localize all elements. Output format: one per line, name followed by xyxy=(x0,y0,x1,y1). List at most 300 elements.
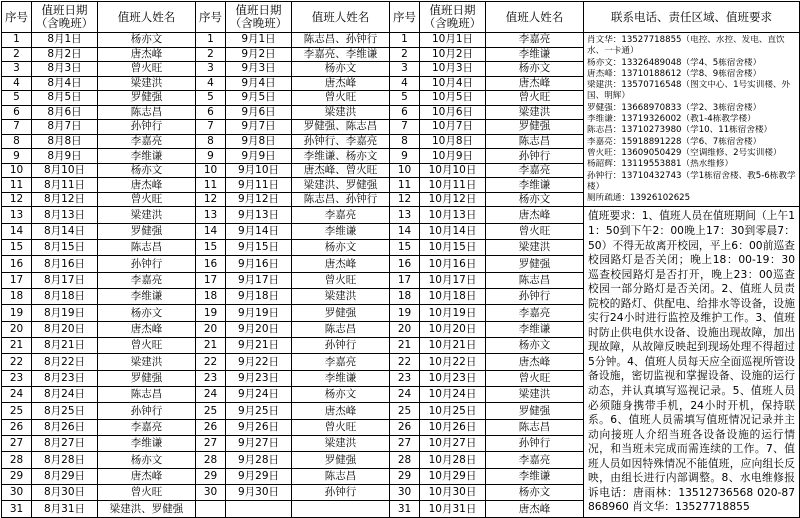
cell-date-aug: 8月12日 xyxy=(32,192,98,207)
cell-name-aug: 曾火旺 xyxy=(98,338,196,354)
cell-name-sep: 孙钟行 xyxy=(292,485,390,501)
cell-seq-oct: 21 xyxy=(390,338,420,354)
cell-name-aug: 李嘉亮 xyxy=(98,419,196,435)
cell-name-sep: 罗健强 xyxy=(292,305,390,321)
cell-date-aug: 8月5日 xyxy=(32,91,98,106)
cell-name-sep xyxy=(292,501,390,518)
cell-date-aug: 8月28日 xyxy=(32,452,98,468)
cell-name-sep: 唐杰峰 xyxy=(292,76,390,91)
cell-date-aug: 8月15日 xyxy=(32,240,98,256)
cell-name-sep: 梁建洪 xyxy=(292,289,390,305)
cell-seq-aug: 24 xyxy=(2,387,32,403)
cell-seq-sep: 11 xyxy=(196,178,226,193)
cell-name-oct: 梁建洪 xyxy=(486,105,584,120)
cell-name-sep: 李嘉亮、李维谦 xyxy=(292,47,390,62)
cell-date-sep: 9月13日 xyxy=(226,207,292,223)
cell-name-oct: 梁建洪 xyxy=(486,387,584,403)
cell-seq-oct: 16 xyxy=(390,256,420,272)
cell-date-aug: 8月7日 xyxy=(32,120,98,135)
cell-name-oct: 孙钟行 xyxy=(486,436,584,452)
header-seq-sep: 序号 xyxy=(196,2,226,33)
cell-date-aug: 8月6日 xyxy=(32,105,98,120)
cell-seq-oct: 26 xyxy=(390,419,420,435)
cell-seq-sep: 1 xyxy=(196,33,226,48)
cell-name-oct: 孙钟行 xyxy=(486,149,584,164)
cell-date-sep: 9月16日 xyxy=(226,256,292,272)
cell-name-sep: 罗健强、陈志昌 xyxy=(292,120,390,135)
cell-date-sep: 9月8日 xyxy=(226,134,292,149)
cell-seq-oct: 15 xyxy=(390,240,420,256)
cell-seq-aug: 17 xyxy=(2,272,32,288)
cell-seq-oct: 29 xyxy=(390,468,420,484)
cell-date-sep: 9月12日 xyxy=(226,192,292,207)
cell-date-oct: 10月2日 xyxy=(420,47,486,62)
cell-date-aug: 8月13日 xyxy=(32,207,98,223)
cell-seq-oct: 18 xyxy=(390,289,420,305)
cell-name-aug: 李嘉亮 xyxy=(98,134,196,149)
cell-date-aug: 8月21日 xyxy=(32,338,98,354)
cell-date-oct: 10月22日 xyxy=(420,354,486,370)
cell-seq-oct: 27 xyxy=(390,436,420,452)
cell-seq-aug: 14 xyxy=(2,223,32,239)
cell-name-aug: 杨亦文 xyxy=(98,163,196,178)
cell-name-sep: 陈志昌 xyxy=(292,321,390,337)
cell-date-oct: 10月6日 xyxy=(420,105,486,120)
cell-name-sep: 唐杰峰 xyxy=(292,403,390,419)
cell-seq-aug: 11 xyxy=(2,178,32,193)
cell-date-sep xyxy=(226,501,292,518)
cell-date-oct: 10月27日 xyxy=(420,436,486,452)
cell-date-sep: 9月5日 xyxy=(226,91,292,106)
cell-name-sep: 李嘉亮 xyxy=(292,207,390,223)
cell-date-aug: 8月8日 xyxy=(32,134,98,149)
cell-seq-oct: 9 xyxy=(390,149,420,164)
cell-seq-sep: 15 xyxy=(196,240,226,256)
cell-date-aug: 8月3日 xyxy=(32,62,98,77)
cell-seq-sep: 21 xyxy=(196,338,226,354)
cell-name-sep: 梁建洪 xyxy=(292,436,390,452)
header-date-sep: 值班日期 （含晚班） xyxy=(226,2,292,33)
cell-date-aug: 8月31日 xyxy=(32,501,98,518)
cell-seq-oct: 6 xyxy=(390,105,420,120)
cell-date-sep: 9月26日 xyxy=(226,419,292,435)
cell-name-oct: 李嘉亮 xyxy=(486,452,584,468)
cell-name-aug: 孙钟行 xyxy=(98,120,196,135)
cell-date-aug: 8月22日 xyxy=(32,354,98,370)
cell-seq-oct: 11 xyxy=(390,178,420,193)
contact-line: 杨亦文：13326489048（学4、5栋宿舍楼） xyxy=(587,57,762,68)
cell-date-oct: 10月11日 xyxy=(420,178,486,193)
cell-seq-aug: 19 xyxy=(2,305,32,321)
cell-date-oct: 10月30日 xyxy=(420,485,486,501)
cell-seq-sep: 3 xyxy=(196,62,226,77)
cell-name-aug: 李嘉亮 xyxy=(98,272,196,288)
cell-seq-oct: 23 xyxy=(390,370,420,386)
cell-date-oct: 10月24日 xyxy=(420,387,486,403)
contact-line: 唐杰峰：13710188612（学8、9栋宿舍楼） xyxy=(587,68,762,79)
cell-date-aug: 8月27日 xyxy=(32,436,98,452)
cell-seq-sep: 5 xyxy=(196,91,226,106)
cell-name-aug: 陈志昌 xyxy=(98,387,196,403)
cell-seq-aug: 7 xyxy=(2,120,32,135)
cell-name-oct: 杨亦文 xyxy=(486,62,584,77)
cell-seq-sep: 23 xyxy=(196,370,226,386)
cell-date-aug: 8月23日 xyxy=(32,370,98,386)
cell-date-oct: 10月23日 xyxy=(420,370,486,386)
cell-date-oct: 10月16日 xyxy=(420,256,486,272)
contact-line: 肖文华：13527718855（电控、水控、发电、直饮水、一卡通） xyxy=(587,35,785,57)
cell-name-sep: 杨亦文 xyxy=(292,240,390,256)
contact-line: 罗健强：13668970833（学2、3栋宿舍楼） xyxy=(587,102,762,113)
cell-name-aug: 杨亦文 xyxy=(98,33,196,48)
cell-date-oct: 10月1日 xyxy=(420,33,486,48)
cell-date-aug: 8月19日 xyxy=(32,305,98,321)
cell-seq-aug: 27 xyxy=(2,436,32,452)
contact-list xyxy=(584,33,800,207)
cell-date-aug: 8月29日 xyxy=(32,468,98,484)
cell-name-aug: 李维谦 xyxy=(98,436,196,452)
cell-name-aug: 梁建洪 xyxy=(98,76,196,91)
cell-date-oct: 10月31日 xyxy=(420,501,486,518)
contact-line: 厕所疏通：13926102625 xyxy=(587,193,691,204)
cell-seq-oct: 3 xyxy=(390,62,420,77)
cell-seq-aug: 16 xyxy=(2,256,32,272)
cell-date-aug: 8月4日 xyxy=(32,76,98,91)
cell-date-aug: 8月18日 xyxy=(32,289,98,305)
cell-date-oct: 10月17日 xyxy=(420,272,486,288)
cell-date-oct: 10月29日 xyxy=(420,468,486,484)
cell-date-aug: 8月11日 xyxy=(32,178,98,193)
cell-date-sep: 9月3日 xyxy=(226,62,292,77)
cell-date-sep: 9月1日 xyxy=(226,33,292,48)
cell-name-aug: 曾火旺 xyxy=(98,485,196,501)
cell-seq-aug: 10 xyxy=(2,163,32,178)
cell-date-sep: 9月25日 xyxy=(226,403,292,419)
cell-name-sep: 梁建洪、罗健强 xyxy=(292,178,390,193)
cell-name-oct: 唐杰峰 xyxy=(486,501,584,518)
cell-date-sep: 9月15日 xyxy=(226,240,292,256)
header-date-oct: 值班日期 （含晚班） xyxy=(420,2,486,33)
cell-name-aug: 唐杰峰 xyxy=(98,178,196,193)
cell-name-sep: 曾火旺 xyxy=(292,91,390,106)
cell-date-sep: 9月6日 xyxy=(226,105,292,120)
cell-date-sep: 9月4日 xyxy=(226,76,292,91)
cell-seq-aug: 29 xyxy=(2,468,32,484)
cell-name-sep: 李维谦、杨亦文 xyxy=(292,149,390,164)
cell-date-oct: 10月14日 xyxy=(420,223,486,239)
cell-seq-aug: 30 xyxy=(2,485,32,501)
cell-name-oct: 曾火旺 xyxy=(486,223,584,239)
cell-seq-sep: 12 xyxy=(196,192,226,207)
cell-seq-oct: 20 xyxy=(390,321,420,337)
cell-name-oct: 李嘉亮 xyxy=(486,305,584,321)
cell-seq-sep: 16 xyxy=(196,256,226,272)
cell-seq-aug: 21 xyxy=(2,338,32,354)
cell-name-oct: 曾火旺 xyxy=(486,370,584,386)
cell-seq-aug: 8 xyxy=(2,134,32,149)
cell-name-aug: 唐杰峰 xyxy=(98,321,196,337)
header-name-aug: 值班人姓名 xyxy=(98,2,196,33)
cell-name-aug: 陈志昌 xyxy=(98,105,196,120)
cell-name-aug: 梁建洪 xyxy=(98,354,196,370)
cell-date-sep: 9月23日 xyxy=(226,370,292,386)
cell-name-aug: 孙钟行 xyxy=(98,403,196,419)
cell-name-oct: 曾火旺 xyxy=(486,91,584,106)
cell-name-oct: 梁建洪 xyxy=(486,240,584,256)
cell-date-aug: 8月17日 xyxy=(32,272,98,288)
cell-seq-sep: 24 xyxy=(196,387,226,403)
cell-date-oct: 10月8日 xyxy=(420,134,486,149)
cell-name-oct: 唐杰峰 xyxy=(486,76,584,91)
cell-date-oct: 10月26日 xyxy=(420,419,486,435)
cell-seq-aug: 9 xyxy=(2,149,32,164)
cell-date-aug: 8月16日 xyxy=(32,256,98,272)
cell-seq-aug: 6 xyxy=(2,105,32,120)
cell-date-aug: 8月14日 xyxy=(32,223,98,239)
cell-name-aug: 梁建洪 xyxy=(98,207,196,223)
cell-name-sep: 陈志昌 xyxy=(292,468,390,484)
cell-seq-sep: 18 xyxy=(196,289,226,305)
cell-date-oct: 10月25日 xyxy=(420,403,486,419)
cell-name-oct: 唐杰峰 xyxy=(486,207,584,223)
contact-line: 李维谦：13719326002（教1-4栋教学楼） xyxy=(587,114,756,125)
header-seq-aug: 序号 xyxy=(2,2,32,33)
cell-seq-oct: 30 xyxy=(390,485,420,501)
cell-date-sep: 9月17日 xyxy=(226,272,292,288)
cell-name-aug: 曾火旺 xyxy=(98,62,196,77)
cell-name-oct: 杨亦文 xyxy=(486,338,584,354)
cell-date-oct: 10月10日 xyxy=(420,163,486,178)
cell-date-sep: 9月27日 xyxy=(226,436,292,452)
cell-date-oct: 10月20日 xyxy=(420,321,486,337)
table-row xyxy=(2,33,800,48)
cell-date-sep: 9月7日 xyxy=(226,120,292,135)
cell-date-aug: 8月1日 xyxy=(32,33,98,48)
cell-seq-oct: 31 xyxy=(390,501,420,518)
cell-seq-sep: 28 xyxy=(196,452,226,468)
cell-name-sep: 李维谦 xyxy=(292,223,390,239)
cell-date-aug: 8月20日 xyxy=(32,321,98,337)
cell-seq-sep: 7 xyxy=(196,120,226,135)
cell-seq-aug: 31 xyxy=(2,501,32,518)
cell-seq-sep: 22 xyxy=(196,354,226,370)
cell-name-aug: 杨亦文 xyxy=(98,452,196,468)
contact-line: 陈志昌：13710273980（学10、11栋宿舍楼） xyxy=(587,125,773,136)
cell-name-oct: 罗健强 xyxy=(486,403,584,419)
cell-name-aug: 罗健强 xyxy=(98,91,196,106)
cell-date-oct: 10月21日 xyxy=(420,338,486,354)
cell-name-oct: 杨亦文 xyxy=(486,485,584,501)
cell-date-sep: 9月9日 xyxy=(226,149,292,164)
cell-name-sep: 杨亦文 xyxy=(292,387,390,403)
cell-seq-aug: 20 xyxy=(2,321,32,337)
cell-date-oct: 10月15日 xyxy=(420,240,486,256)
cell-name-sep: 罗健强 xyxy=(292,452,390,468)
cell-seq-oct: 4 xyxy=(390,76,420,91)
cell-name-aug: 李维谦 xyxy=(98,289,196,305)
cell-date-sep: 9月30日 xyxy=(226,485,292,501)
cell-seq-aug: 5 xyxy=(2,91,32,106)
cell-name-oct: 陈志昌 xyxy=(486,134,584,149)
header-date-aug: 值班日期 （含晚班） xyxy=(32,2,98,33)
cell-seq-sep xyxy=(196,501,226,518)
cell-seq-aug: 26 xyxy=(2,419,32,435)
cell-name-aug: 梁建洪、罗健强 xyxy=(98,501,196,518)
cell-date-sep: 9月11日 xyxy=(226,178,292,193)
cell-seq-sep: 30 xyxy=(196,485,226,501)
cell-seq-oct: 25 xyxy=(390,403,420,419)
cell-date-sep: 9月14日 xyxy=(226,223,292,239)
duty-requirements-text: 值班要求：1、值班人员在值班期间（上午11：50到下午2：00晚上17：30到零晨7：50）不得无故离开校园，平上6：00前巡查校园路灯是否关闭；晚上18：00-19：30巡查校园路灯是否打开，晚上23：00巡查校园一部分路灯是否关闭。2、值班人员责院校的路灯、供配电、给排水等设备，设施实行24小时进行监控及维护工作。3、值班时防止供电供水设备、设施出现故障，加出现故障，从故障反映起到现场处理不得超过5分钟。4、值班人员每天应全面巡视所管设备设施，密切监视和掌握设备、设施的运行动态，并认真填写巡视记录。5、值班人员必须随身携带手机，24小时开机，保持联系。6、值班人员需填写值班情况记录并主动向接班人介绍当班各设备设施的运行情况，和当班未完成而需连续的工作。7、值班人员如因特殊情况不能值班，应向组长反映，由组长进行内部调整。8、水电维修报诉电话：唐雨林：13512736568 020-87868960 肖文华：13527718855 xyxy=(588,209,795,514)
cell-name-aug: 唐杰峰 xyxy=(98,468,196,484)
cell-name-oct: 李维谦 xyxy=(486,468,584,484)
cell-seq-oct: 28 xyxy=(390,452,420,468)
cell-seq-aug: 28 xyxy=(2,452,32,468)
cell-name-oct: 李维谦 xyxy=(486,321,584,337)
cell-seq-oct: 1 xyxy=(390,33,420,48)
cell-name-aug: 陈志昌 xyxy=(98,240,196,256)
cell-date-oct: 10月4日 xyxy=(420,76,486,91)
cell-seq-sep: 25 xyxy=(196,403,226,419)
cell-seq-aug: 4 xyxy=(2,76,32,91)
cell-date-aug: 8月30日 xyxy=(32,485,98,501)
cell-seq-oct: 10 xyxy=(390,163,420,178)
cell-date-oct: 10月9日 xyxy=(420,149,486,164)
cell-seq-sep: 20 xyxy=(196,321,226,337)
cell-name-sep: 梁建洪 xyxy=(292,105,390,120)
cell-date-aug: 8月25日 xyxy=(32,403,98,419)
cell-name-sep: 唐杰峰 xyxy=(292,256,390,272)
cell-name-aug: 孙钟行 xyxy=(98,256,196,272)
cell-name-oct: 唐杰峰 xyxy=(486,354,584,370)
cell-seq-sep: 14 xyxy=(196,223,226,239)
cell-name-sep: 陈志昌、孙钟行 xyxy=(292,192,390,207)
cell-name-sep: 杨亦文 xyxy=(292,62,390,77)
cell-name-sep: 曾火旺 xyxy=(292,272,390,288)
cell-seq-aug: 12 xyxy=(2,192,32,207)
contact-line: 李嘉亮：15918891228（学6、7栋宿舍楼） xyxy=(587,136,762,147)
cell-date-oct: 10月5日 xyxy=(420,91,486,106)
cell-date-sep: 9月22日 xyxy=(226,354,292,370)
cell-date-oct: 10月18日 xyxy=(420,289,486,305)
cell-seq-sep: 17 xyxy=(196,272,226,288)
cell-date-sep: 9月29日 xyxy=(226,468,292,484)
cell-name-sep: 李维谦 xyxy=(292,370,390,386)
cell-date-sep: 9月2日 xyxy=(226,47,292,62)
cell-seq-oct: 14 xyxy=(390,223,420,239)
cell-date-oct: 10月28日 xyxy=(420,452,486,468)
cell-seq-sep: 19 xyxy=(196,305,226,321)
cell-date-sep: 9月21日 xyxy=(226,338,292,354)
cell-date-oct: 10月13日 xyxy=(420,207,486,223)
cell-date-aug: 8月2日 xyxy=(32,47,98,62)
cell-date-sep: 9月19日 xyxy=(226,305,292,321)
contact-line: 杨韶辉：13119553881（热水维修） xyxy=(587,159,734,170)
cell-seq-oct: 2 xyxy=(390,47,420,62)
contact-line: 曾火旺：13609050429（空调维修、2号实训楼） xyxy=(587,147,782,158)
cell-seq-aug: 2 xyxy=(2,47,32,62)
cell-date-sep: 9月20日 xyxy=(226,321,292,337)
cell-date-aug: 8月10日 xyxy=(32,163,98,178)
table-row xyxy=(2,207,800,223)
cell-seq-oct: 7 xyxy=(390,120,420,135)
cell-seq-aug: 25 xyxy=(2,403,32,419)
cell-seq-oct: 22 xyxy=(390,354,420,370)
cell-seq-oct: 24 xyxy=(390,387,420,403)
contact-line: 梁建洪：13570716548（图文中心、1号实训楼、外国、明辉） xyxy=(587,80,791,102)
cell-date-sep: 9月24日 xyxy=(226,387,292,403)
cell-name-sep: 孙钟行 xyxy=(292,338,390,354)
cell-name-aug: 罗健强 xyxy=(98,223,196,239)
cell-name-oct: 陈志昌 xyxy=(486,419,584,435)
cell-name-oct: 李嘉亮 xyxy=(486,33,584,48)
cell-seq-sep: 13 xyxy=(196,207,226,223)
header-name-sep: 值班人姓名 xyxy=(292,2,390,33)
cell-seq-sep: 8 xyxy=(196,134,226,149)
cell-seq-aug: 1 xyxy=(2,33,32,48)
cell-name-oct: 罗健强 xyxy=(486,120,584,135)
cell-seq-aug: 23 xyxy=(2,370,32,386)
cell-date-sep: 9月28日 xyxy=(226,452,292,468)
cell-name-aug: 杨亦文 xyxy=(98,305,196,321)
cell-name-aug: 罗健强 xyxy=(98,370,196,386)
cell-date-aug: 8月24日 xyxy=(32,387,98,403)
cell-seq-sep: 26 xyxy=(196,419,226,435)
cell-seq-oct: 5 xyxy=(390,91,420,106)
cell-name-aug: 李维谦 xyxy=(98,149,196,164)
cell-name-oct: 李嘉亮 xyxy=(486,163,584,178)
cell-seq-oct: 17 xyxy=(390,272,420,288)
cell-seq-sep: 4 xyxy=(196,76,226,91)
cell-name-sep: 陈志昌、孙钟行 xyxy=(292,33,390,48)
contact-line: 孙钟行：13710432743（学1栋宿舍楼、教5-6栋教学楼） xyxy=(587,170,796,192)
cell-name-oct: 孙钟行 xyxy=(486,289,584,305)
cell-seq-oct: 19 xyxy=(390,305,420,321)
cell-seq-aug: 3 xyxy=(2,62,32,77)
cell-seq-sep: 2 xyxy=(196,47,226,62)
header-info: 联系电话、责任区域、值班要求 xyxy=(584,2,800,33)
duty-roster-table xyxy=(1,1,800,518)
cell-seq-aug: 13 xyxy=(2,207,32,223)
cell-seq-sep: 10 xyxy=(196,163,226,178)
cell-name-oct: 罗健强 xyxy=(486,256,584,272)
cell-name-oct: 李维谦 xyxy=(486,47,584,62)
cell-name-aug: 曾火旺 xyxy=(98,192,196,207)
cell-date-aug: 8月9日 xyxy=(32,149,98,164)
cell-name-sep: 唐杰峰、曾火旺 xyxy=(292,163,390,178)
cell-date-oct: 10月3日 xyxy=(420,62,486,77)
cell-date-aug: 8月26日 xyxy=(32,419,98,435)
cell-name-oct: 杨亦文 xyxy=(486,192,584,207)
cell-seq-sep: 9 xyxy=(196,149,226,164)
cell-seq-oct: 8 xyxy=(390,134,420,149)
header-seq-oct: 序号 xyxy=(390,2,420,33)
cell-seq-oct: 13 xyxy=(390,207,420,223)
cell-date-oct: 10月12日 xyxy=(420,192,486,207)
cell-seq-aug: 22 xyxy=(2,354,32,370)
cell-date-sep: 9月10日 xyxy=(226,163,292,178)
cell-seq-sep: 29 xyxy=(196,468,226,484)
cell-date-oct: 10月7日 xyxy=(420,120,486,135)
cell-name-aug: 唐杰峰 xyxy=(98,47,196,62)
cell-date-sep: 9月18日 xyxy=(226,289,292,305)
cell-seq-oct: 12 xyxy=(390,192,420,207)
cell-seq-sep: 27 xyxy=(196,436,226,452)
cell-name-oct: 李维谦 xyxy=(486,178,584,193)
cell-name-sep: 曾火旺 xyxy=(292,419,390,435)
cell-date-oct: 10月19日 xyxy=(420,305,486,321)
cell-seq-sep: 6 xyxy=(196,105,226,120)
